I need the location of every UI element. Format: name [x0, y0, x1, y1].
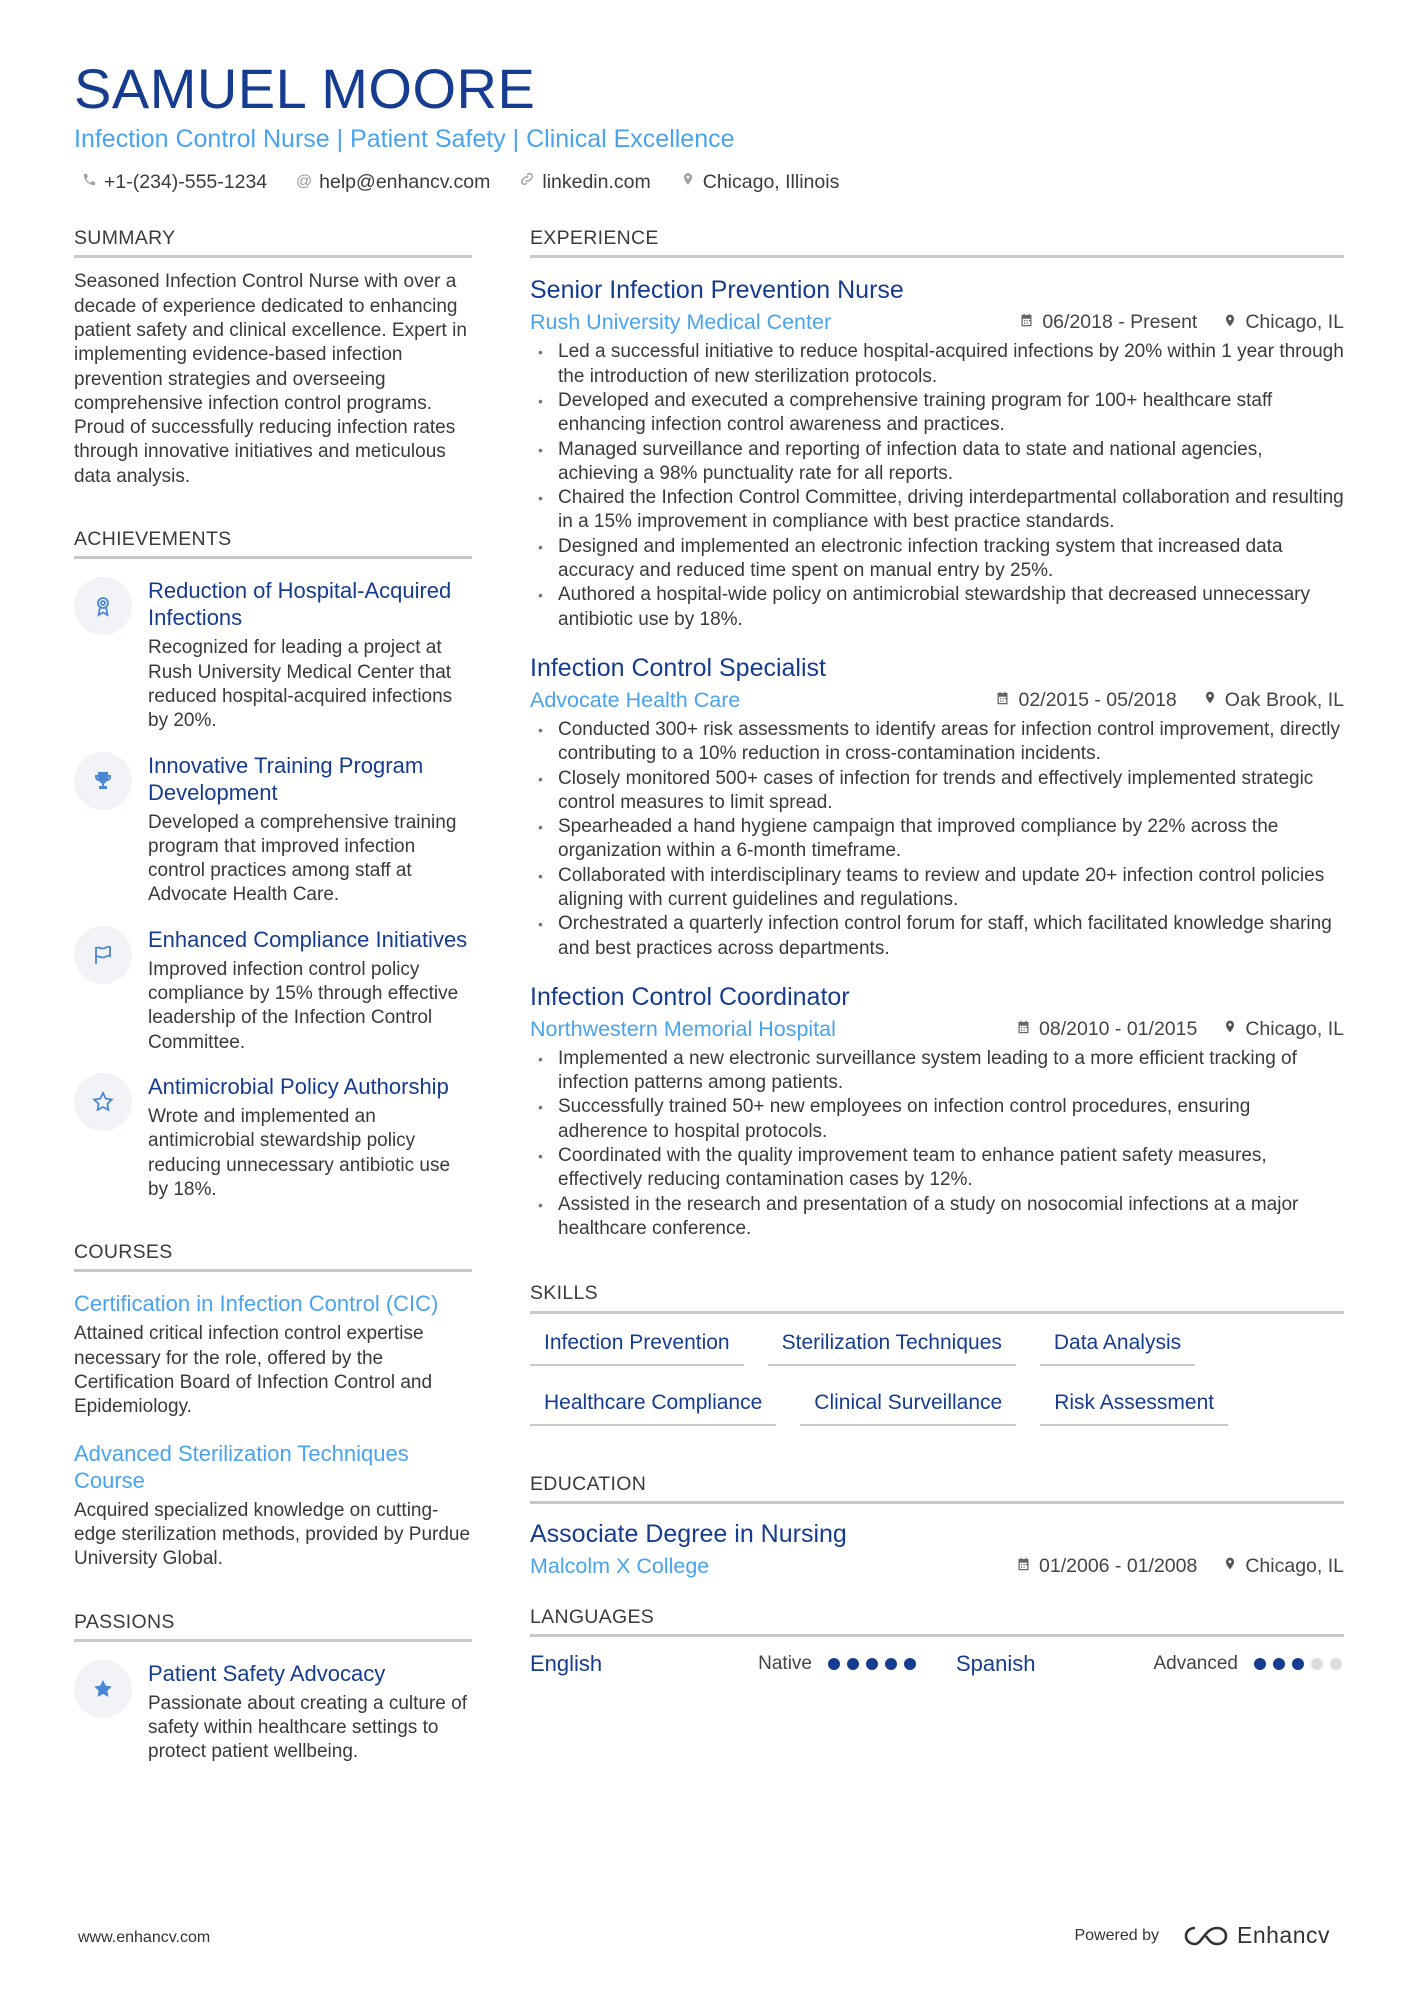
- job-company: Rush University Medical Center: [530, 310, 832, 335]
- languages-list: [530, 1651, 1344, 1677]
- location-pin-icon: [1203, 689, 1217, 711]
- language-level: Advanced: [1153, 1653, 1238, 1675]
- calendar-icon: [995, 690, 1010, 711]
- rating-dot-filled: [828, 1658, 840, 1670]
- course-item: [74, 1290, 472, 1419]
- contact-phone[interactable]: [80, 170, 267, 195]
- job-bullet: • Led a successful initiative to reduce hospital-acquired infections by 20% within 1 year through the introduction of new sterilization protocols.: [530, 340, 1344, 389]
- contact-location-text: Chicago, Illinois: [702, 171, 840, 193]
- passion-title: Patient Safety Advocacy: [148, 1660, 386, 1686]
- job-entry: [530, 652, 1344, 961]
- left-column: [74, 226, 472, 1765]
- job-bullet: • Authored a hospital-wide policy on antimicrobial stewardship that decreased unnecessary antibiotic use by 18%.: [530, 583, 1344, 632]
- job-location: Oak Brook, IL: [1224, 688, 1344, 711]
- skill-tag: Healthcare Compliance: [530, 1390, 776, 1426]
- achievement-desc: Recognized for leading a project at Rush University Medical Center that reduced hospital-acquired infections by 20%.: [148, 637, 453, 732]
- skills-section: [530, 1281, 1344, 1425]
- job-bullet: • Spearheaded a hand hygiene campaign that improved compliance by 22% across the organization within a 6-month timeframe.: [530, 815, 1344, 864]
- language-level: Native: [758, 1653, 812, 1675]
- contact-email[interactable]: [295, 170, 490, 195]
- course-desc: Acquired specialized knowledge on cutting-edge sterilization methods, provided by Purdue University Global.: [74, 1499, 471, 1570]
- flag-icon: [74, 926, 132, 984]
- right-column: [530, 226, 1344, 1677]
- rating-dot-filled: [1254, 1658, 1266, 1670]
- calendar-icon: [1019, 312, 1034, 333]
- course-item: [74, 1440, 472, 1572]
- education-dates: 01/2006 - 01/2008: [1039, 1554, 1198, 1577]
- achievement-title: Enhanced Compliance Initiatives: [148, 926, 468, 952]
- summary-text: Seasoned Infection Control Nurse with over a decade of experience dedicated to enhancing patient safety and clinical excellence. Expert in implementing evidence-based infection prevention strategies and overseeing comprehensive infection control programs. Proud of successfully reducing infection rates through innovative initiatives and meticulous data analysis.: [74, 271, 467, 487]
- job-bullet: • Managed surveillance and reporting of infection data to state and national agencies, achieving a 98% punctuality rate for all reports.: [530, 438, 1344, 487]
- footer-website[interactable]: www.enhancv.com: [78, 1929, 211, 1946]
- achievement-item: [74, 926, 472, 1055]
- job-title: Infection Control Coordinator: [530, 982, 850, 1011]
- brand-logo[interactable]: [1183, 1922, 1330, 1949]
- phone-icon: [80, 172, 98, 194]
- rating-dot-filled: [1273, 1658, 1285, 1670]
- contact-linkedin-text: linkedin.com: [542, 171, 651, 193]
- calendar-icon: [1016, 1019, 1031, 1040]
- achievement-title: Innovative Training Program Development: [148, 752, 424, 805]
- language-item: [530, 1651, 916, 1677]
- contact-linkedin[interactable]: [518, 170, 650, 195]
- trophy-icon: [74, 752, 132, 810]
- candidate-name: SAMUEL MOORE: [74, 57, 536, 120]
- contact-location: [679, 170, 840, 195]
- experience-section: [530, 226, 1344, 1241]
- skill-tag: Clinical Surveillance: [800, 1390, 1016, 1426]
- courses-heading: COURSES: [74, 1240, 472, 1272]
- experience-heading: EXPERIENCE: [530, 226, 1344, 258]
- rating-dot-empty: [1311, 1658, 1323, 1670]
- infinity-logo-icon: [1183, 1924, 1229, 1948]
- job-title: Infection Control Specialist: [530, 653, 826, 682]
- summary-section: [74, 226, 472, 489]
- job-dates: 08/2010 - 01/2015: [1039, 1017, 1198, 1040]
- job-bullets: [530, 1047, 1344, 1241]
- achievement-title: Antimicrobial Policy Authorship: [148, 1073, 449, 1099]
- job-bullet: • Chaired the Infection Control Committee, driving interdepartmental collaboration and resulting in a 15% improvement in compliance with best practice standards.: [530, 486, 1344, 535]
- language-rating: [828, 1658, 916, 1670]
- contact-bar: [80, 170, 839, 195]
- course-desc: Attained critical infection control expertise necessary for the role, offered by the Certification Board of Infection Control and Epidemiology.: [74, 1323, 433, 1418]
- achievement-desc: Wrote and implemented an antimicrobial stewardship policy reducing unnecessary antibiotic use by 18%.: [148, 1105, 451, 1200]
- contact-email-text: help@enhancv.com: [319, 171, 491, 193]
- candidate-headline: Infection Control Nurse | Patient Safety | Clinical Excellence: [74, 125, 735, 153]
- star-icon: [74, 1073, 132, 1131]
- skill-tag: Risk Assessment: [1040, 1390, 1228, 1426]
- achievement-item: [74, 1073, 472, 1202]
- summary-heading: SUMMARY: [74, 226, 472, 258]
- location-pin-icon: [1223, 312, 1237, 334]
- job-location: Chicago, IL: [1245, 311, 1344, 334]
- brand-name: Enhancv: [1236, 1922, 1330, 1948]
- rating-dot-filled: [1292, 1658, 1304, 1670]
- skill-tag: Sterilization Techniques: [768, 1330, 1016, 1366]
- skill-tag: Data Analysis: [1040, 1330, 1195, 1366]
- rating-dot-filled: [885, 1658, 897, 1670]
- location-pin-icon: [1223, 1018, 1237, 1040]
- passions-heading: PASSIONS: [74, 1610, 472, 1642]
- language-rating: [1254, 1658, 1342, 1670]
- job-bullets: [530, 340, 1344, 632]
- at-icon: @: [296, 173, 313, 191]
- job-bullet: • Assisted in the research and presentation of a study on nosocomial infections at a major healthcare conference.: [530, 1193, 1344, 1242]
- job-bullet: • Orchestrated a quarterly infection control forum for staff, which facilitated knowledge sharing and best practices across departments.: [530, 912, 1344, 961]
- achievement-item: [74, 752, 472, 908]
- job-bullet: • Developed and executed a comprehensive training program for 100+ healthcare staff enhancing infection control awareness and practices.: [530, 389, 1344, 438]
- job-title: Senior Infection Prevention Nurse: [530, 276, 904, 305]
- job-bullet: • Successfully trained 50+ new employees on infection control procedures, ensuring adherence to hospital protocols.: [530, 1095, 1344, 1144]
- footer-branding: [1074, 1922, 1330, 1949]
- job-company: Northwestern Memorial Hospital: [530, 1016, 836, 1041]
- course-title: Certification in Infection Control (CIC): [74, 1291, 439, 1317]
- rating-dot-filled: [866, 1658, 878, 1670]
- link-icon: [518, 171, 536, 194]
- achievement-desc: Improved infection control policy compliance by 15% through effective leadership of the Infection Control Committee.: [148, 958, 459, 1053]
- education-location: Chicago, IL: [1245, 1554, 1344, 1577]
- achievement-title: Reduction of Hospital-Acquired Infections: [148, 578, 452, 631]
- rating-dot-filled: [904, 1658, 916, 1670]
- job-bullet: • Closely monitored 500+ cases of infection for trends and effectively implemented strategic control measures to limit spread.: [530, 767, 1344, 816]
- job-bullet: • Designed and implemented an electronic infection tracking system that increased data accuracy and reduced time spent on manual entry by 25%.: [530, 535, 1344, 584]
- rating-dot-filled: [847, 1658, 859, 1670]
- education-heading: EDUCATION: [530, 1472, 1344, 1504]
- education-degree: Associate Degree in Nursing: [530, 1519, 847, 1548]
- job-company: Advocate Health Care: [530, 687, 741, 712]
- job-bullet: • Coordinated with the quality improvement team to enhance patient safety measures, effectively reducing contamination cases by 12%.: [530, 1144, 1344, 1193]
- skills-list: [530, 1330, 1344, 1426]
- job-location: Chicago, IL: [1245, 1017, 1344, 1040]
- powered-by-text: Powered by: [1074, 1926, 1159, 1944]
- location-pin-icon: [1223, 1555, 1237, 1577]
- job-dates: 02/2015 - 05/2018: [1018, 688, 1177, 711]
- star-icon: [74, 1660, 132, 1718]
- languages-section: [530, 1605, 1344, 1677]
- language-item: [956, 1651, 1342, 1677]
- job-bullet: • Collaborated with interdisciplinary teams to review and update 20+ infection control policies aligning with current guidelines and regulations.: [530, 864, 1344, 913]
- achievement-item: [74, 577, 472, 733]
- skills-heading: SKILLS: [530, 1281, 1344, 1313]
- courses-section: [74, 1240, 472, 1571]
- job-entry: [530, 274, 1344, 632]
- job-bullet: • Implemented a new electronic surveillance system leading to a more efficient tracking of infection patterns among patients.: [530, 1047, 1344, 1096]
- passion-item: [74, 1660, 472, 1765]
- languages-heading: LANGUAGES: [530, 1605, 1344, 1637]
- language-name: English: [530, 1651, 603, 1677]
- passions-section: [74, 1610, 472, 1765]
- award-icon: [74, 577, 132, 635]
- calendar-icon: [1016, 1556, 1031, 1577]
- contact-phone-text: +1-(234)-555-1234: [104, 171, 268, 193]
- job-dates: 06/2018 - Present: [1042, 311, 1198, 334]
- job-bullets: [530, 718, 1344, 961]
- achievement-desc: Developed a comprehensive training program that improved infection control practices among staff at Advocate Health Care.: [148, 811, 457, 906]
- passion-desc: Passionate about creating a culture of safety within healthcare settings to protect patient wellbeing.: [148, 1692, 467, 1763]
- rating-dot-empty: [1330, 1658, 1342, 1670]
- skill-tag: Infection Prevention: [530, 1330, 744, 1366]
- education-section: [530, 1472, 1344, 1579]
- language-name: Spanish: [956, 1651, 1036, 1677]
- location-pin-icon: [679, 171, 697, 194]
- job-bullet: • Conducted 300+ risk assessments to identify areas for infection control improvement, directly contributing to a 10% reduction in cross-contamination incidents.: [530, 718, 1344, 767]
- job-entry: [530, 981, 1344, 1241]
- course-title: Advanced Sterilization Techniques Course: [74, 1440, 409, 1493]
- achievements-section: [74, 527, 472, 1202]
- achievements-heading: ACHIEVEMENTS: [74, 527, 472, 559]
- education-school: Malcolm X College: [530, 1553, 710, 1578]
